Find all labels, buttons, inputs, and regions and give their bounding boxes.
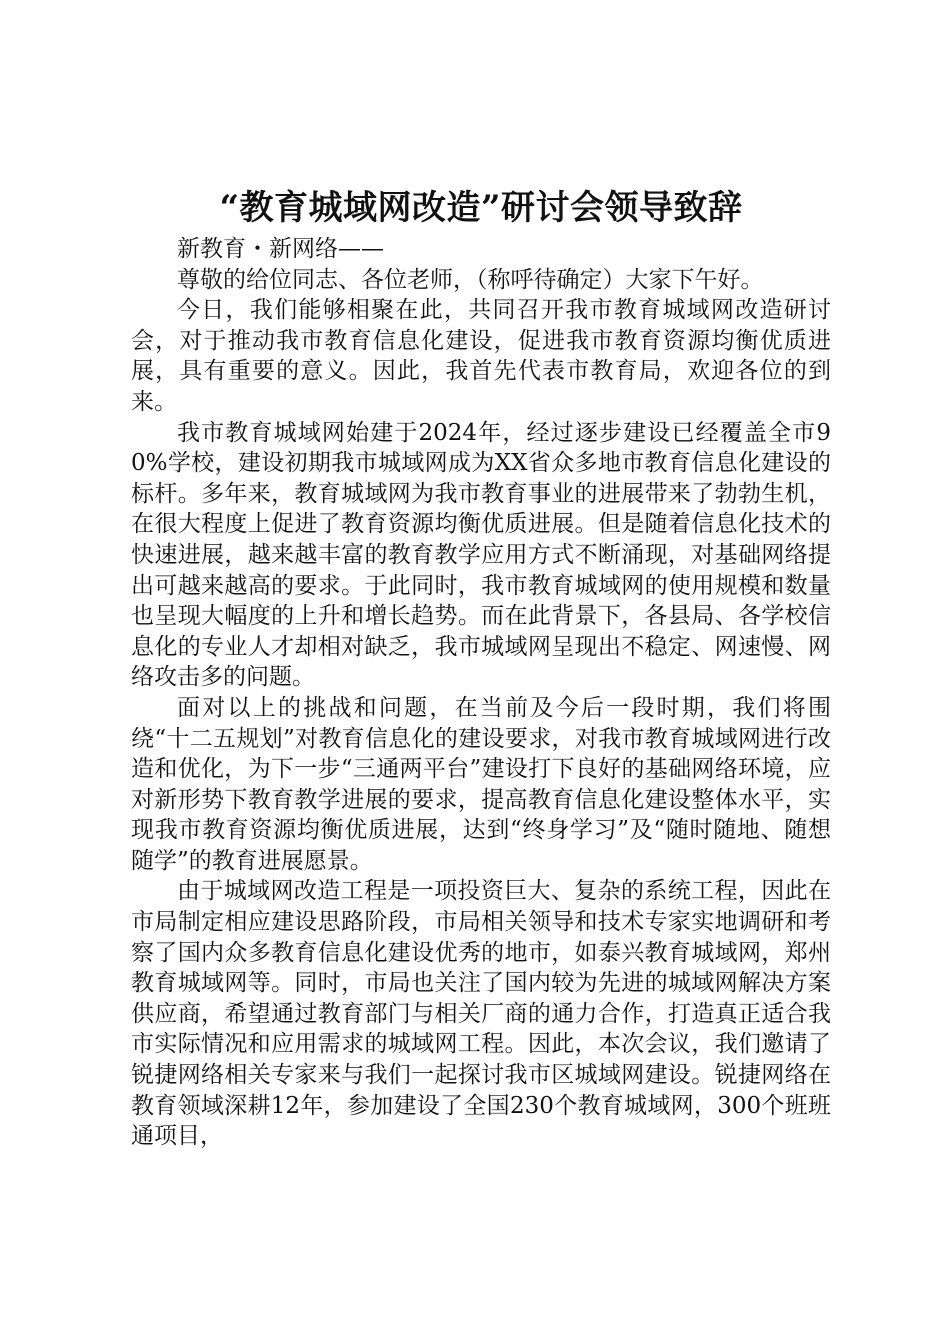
paragraph-welcome: 今日，我们能够相聚在此，共同召开我市教育城域网改造研讨会，对于推动我市教育信息化建设，促进我市教育资源均衡优质进展，具有重要的意义。因此，我首先代表市教育局，欢迎各位的到来。 bbox=[131, 297, 831, 415]
document-title: “教育城域网改造”研讨会领导致辞 bbox=[219, 188, 743, 228]
paragraph-background: 我市教育城域网始建于2024年，经过逐步建设已经覆盖全市90%学校，建设初期我市城域网成为XX省众多地市教育信息化建设的标杆。多年来，教育城域网为我市教育事业的进展带来了勃勃生机，在很大程度上促进了教育资源均衡优质进展。但是随着信息化技术的快速进展，越来越丰富的教育教学应用方式不断涌现，对基础网络提出可越来越高的要求。于此同时，我市教育城域网的使用规模和数量也呈现大幅度的上升和增长趋势。而在此背景下，各县局、各学校信息化的专业人才却相对缺乏，我市城域网呈现出不稳定、网速慢、网络攻击多的问题。 bbox=[131, 419, 831, 691]
paragraph-cooperation: 由于城域网改造工程是一项投资巨大、复杂的系统工程，因此在市局制定相应建设思路阶段，市局相关领导和技术专家实地调研和考察了国内众多教育信息化建设优秀的地市，如泰兴教育城域网，郑州教育城域网等。同时，市局也关注了国内较为先进的城域网解决方案供应商，希望通过教育部门与相关厂商的通力合作，打造真正适合我市实际情况和应用需求的城域网工程。因此，本次会议，我们邀请了锐捷网络相关专家来与我们一起探讨我市区城域网建设。锐捷网络在教育领域深耕12年，参加建设了全国230个教育城域网，300个班班通项目， bbox=[131, 878, 831, 1150]
document-page bbox=[131, 183, 831, 1152]
paragraph-subtitle: 新教育・新网络—— bbox=[177, 236, 384, 262]
paragraph-plan: 面对以上的挑战和问题，在当前及今后一段时期，我们将围绕“十二五规划”对教育信息化的建设要求，对我市教育城域网进行改造和优化，为下一步“三通两平台”建设打下良好的基础网络环境，应对新形势下教育教学进展的要求，提高教育信息化建设整体水平，实现我市教育资源均衡优质进展，达到“终身学习”及“随时随地、随想随学”的教育进展愿景。 bbox=[131, 694, 831, 874]
paragraph-greeting: 尊敬的给位同志、各位老师，（称呼待确定）大家下午好。 bbox=[177, 266, 764, 293]
